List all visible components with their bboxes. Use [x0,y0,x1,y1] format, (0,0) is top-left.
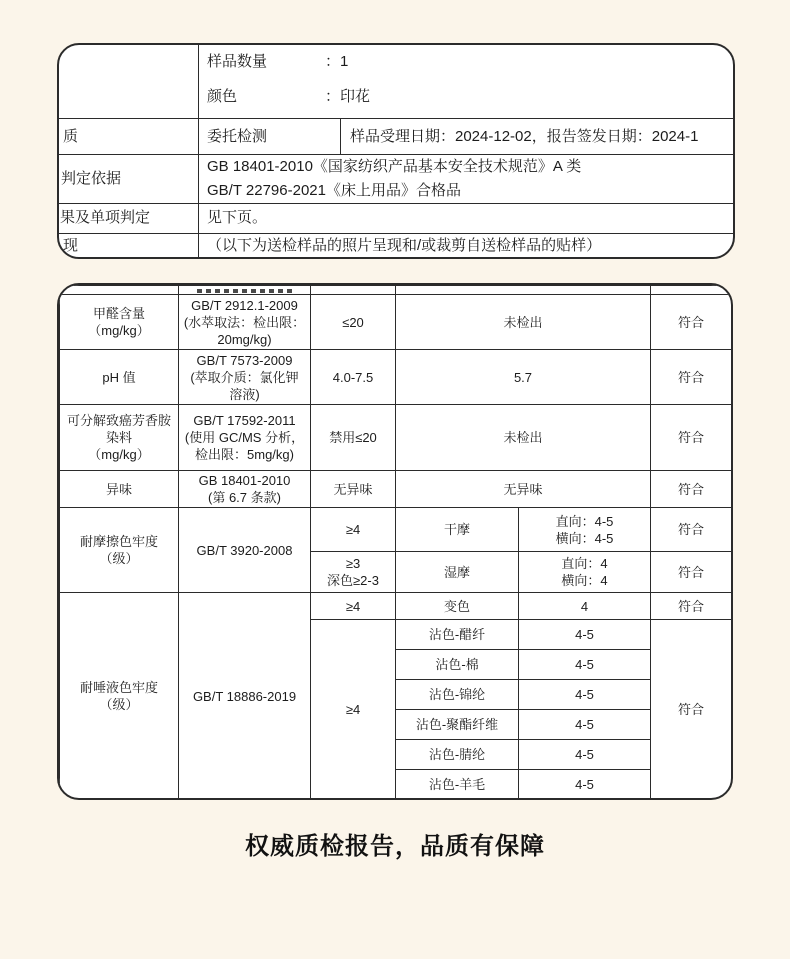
cell-standard [179,350,311,405]
info-card [57,43,735,259]
cell-limit: ≥4 [311,508,396,552]
limit-line: 深色≥2-3 [327,573,379,588]
item-line: （mg/kg） [88,323,150,338]
cell-limit: 禁用≤20 [311,405,396,471]
item-line: 耐唾液色牢度 [79,680,158,695]
standard-line: (萃取介质：氯化钾 [190,369,299,385]
cell-standard [179,295,311,350]
row-divider [59,233,733,234]
cell-limit: ≥4 [311,620,396,800]
cell-verdict: 符合 [651,471,732,508]
color-value: ：印花 [325,88,371,105]
table-row-rubbing-dry [60,508,732,552]
table-row-amines [60,405,732,471]
result-summary-label: 果及单项判定 [60,209,151,226]
cell-limit: ≤20 [311,295,396,350]
cell-limit: ≥4 [311,593,396,620]
basis-line2: GB/T 22796-2021《床上用品》合格品 [207,182,461,199]
standard-line: 检出限：5mg/kg) [195,447,294,462]
standard-line: GB 18401-2010 [198,473,291,488]
standard-line: 20mg/kg) [217,331,272,347]
item-line: （级） [99,697,139,712]
results-table [59,285,732,800]
cell-empty [651,286,732,295]
column-divider [198,45,199,257]
result-line: 横向：4 [561,573,608,588]
cell-subitem: 变色 [396,593,519,620]
item-line: 甲醛含量 [92,306,145,321]
cell-limit [311,552,396,593]
cell-limit: 4.0-7.5 [311,350,396,405]
cell-result: 4 [519,593,651,620]
limit-line: ≥3 [345,556,361,571]
table-row-saliva-change [60,593,732,620]
standard-line: (第 6.7 条款) [208,490,281,505]
cell-empty [311,286,396,295]
cell-verdict: 符合 [651,405,732,471]
dates-value: 样品受理日期：2024-12-02，报告签发日期：2024-1 [350,128,699,145]
table-row-formaldehyde [60,295,732,350]
cell-result: 未检出 [396,405,651,471]
cell-result: 4-5 [519,710,651,740]
table-row-clipped [60,286,732,295]
cell-result: 5.7 [396,350,651,405]
standard-line: (使用 GC/MS 分析， [184,430,305,445]
cell-verdict: 符合 [651,593,732,620]
cell-divider [340,118,341,154]
basis-line1: GB 18401-2010《国家纺织产品基本安全技术规范》A 类 [207,158,582,175]
cell-standard: GB/T 18886-2019 [179,593,311,800]
cell-subitem: 沾色-棉 [396,650,519,680]
cell-standard [179,405,311,471]
standard-line: (水萃取法：检出限： [183,314,306,330]
item-line: （mg/kg） [88,447,150,462]
cell-subitem: 沾色-醋纤 [396,620,519,650]
cell-result: 4-5 [519,650,651,680]
sample-qty-label: 样品数量 [207,53,268,70]
cell-item [60,508,179,593]
color-label: 颜色 [207,88,238,105]
cell-result: 未检出 [396,295,651,350]
results-card [57,283,733,800]
cell-item: 异味 [60,471,179,508]
item-line: 可分解致癌芳香胺 [66,413,171,428]
cell-subitem: 干摩 [396,508,519,552]
standard-line: GB/T 7573-2009 [196,352,293,368]
basis-label: 判定依据 [61,170,122,187]
cell-item [60,405,179,471]
standard-line: GB/T 17592-2011 [193,413,296,428]
cell-item [60,593,179,800]
sample-qty-value: ：1 [325,53,349,70]
row-divider [59,203,733,204]
test-nature-value: 委托检测 [207,128,268,145]
result-line: 直向：4 [561,556,608,571]
cell-subitem: 沾色-腈纶 [396,740,519,770]
cell-empty [60,286,179,295]
cell-item [60,295,179,350]
cell-result: 4-5 [519,770,651,800]
photo-value: （以下为送检样品的照片呈现和/或裁剪自送检样品的贴样） [207,237,602,254]
result-line: 直向：4-5 [555,513,614,529]
cell-empty [396,286,651,295]
result-summary-value: 见下页。 [207,209,268,226]
row-divider [59,154,733,155]
clipped-text-fragment [179,286,311,295]
cell-verdict: 符合 [651,552,732,593]
cell-result [519,552,651,593]
cell-standard: GB/T 3920-2008 [179,508,311,593]
cell-result: 4-5 [519,740,651,770]
cell-verdict: 符合 [651,508,732,552]
cell-verdict: 符合 [651,620,732,800]
cell-subitem: 沾色-羊毛 [396,770,519,800]
item-line: 染料 [105,430,132,445]
cell-result: 4-5 [519,680,651,710]
cell-limit: 无异味 [311,471,396,508]
item-line: 耐摩擦色牢度 [79,534,158,549]
standard-line: 溶液) [229,386,260,402]
table-row-odor [60,471,732,508]
cell-standard [179,471,311,508]
row-divider [59,118,733,119]
cell-item: pH 值 [60,350,179,405]
cell-subitem: 沾色-聚酯纤维 [396,710,519,740]
cell-subitem: 湿摩 [396,552,519,593]
standard-line: GB/T 2912.1-2009 [191,297,298,313]
cell-result: 无异味 [396,471,651,508]
cell-verdict: 符合 [651,350,732,405]
caption-text: 权威质检报告，品质有保障 [245,833,545,860]
photo-label: 现 [63,237,79,254]
cell-result: 4-5 [519,620,651,650]
cell-result [519,508,651,552]
table-row-ph [60,350,732,405]
item-line: （级） [99,551,139,566]
test-nature-label: 质 [63,128,79,145]
result-line: 横向：4-5 [555,530,614,546]
cell-subitem: 沾色-锦纶 [396,680,519,710]
cell-verdict: 符合 [651,295,732,350]
